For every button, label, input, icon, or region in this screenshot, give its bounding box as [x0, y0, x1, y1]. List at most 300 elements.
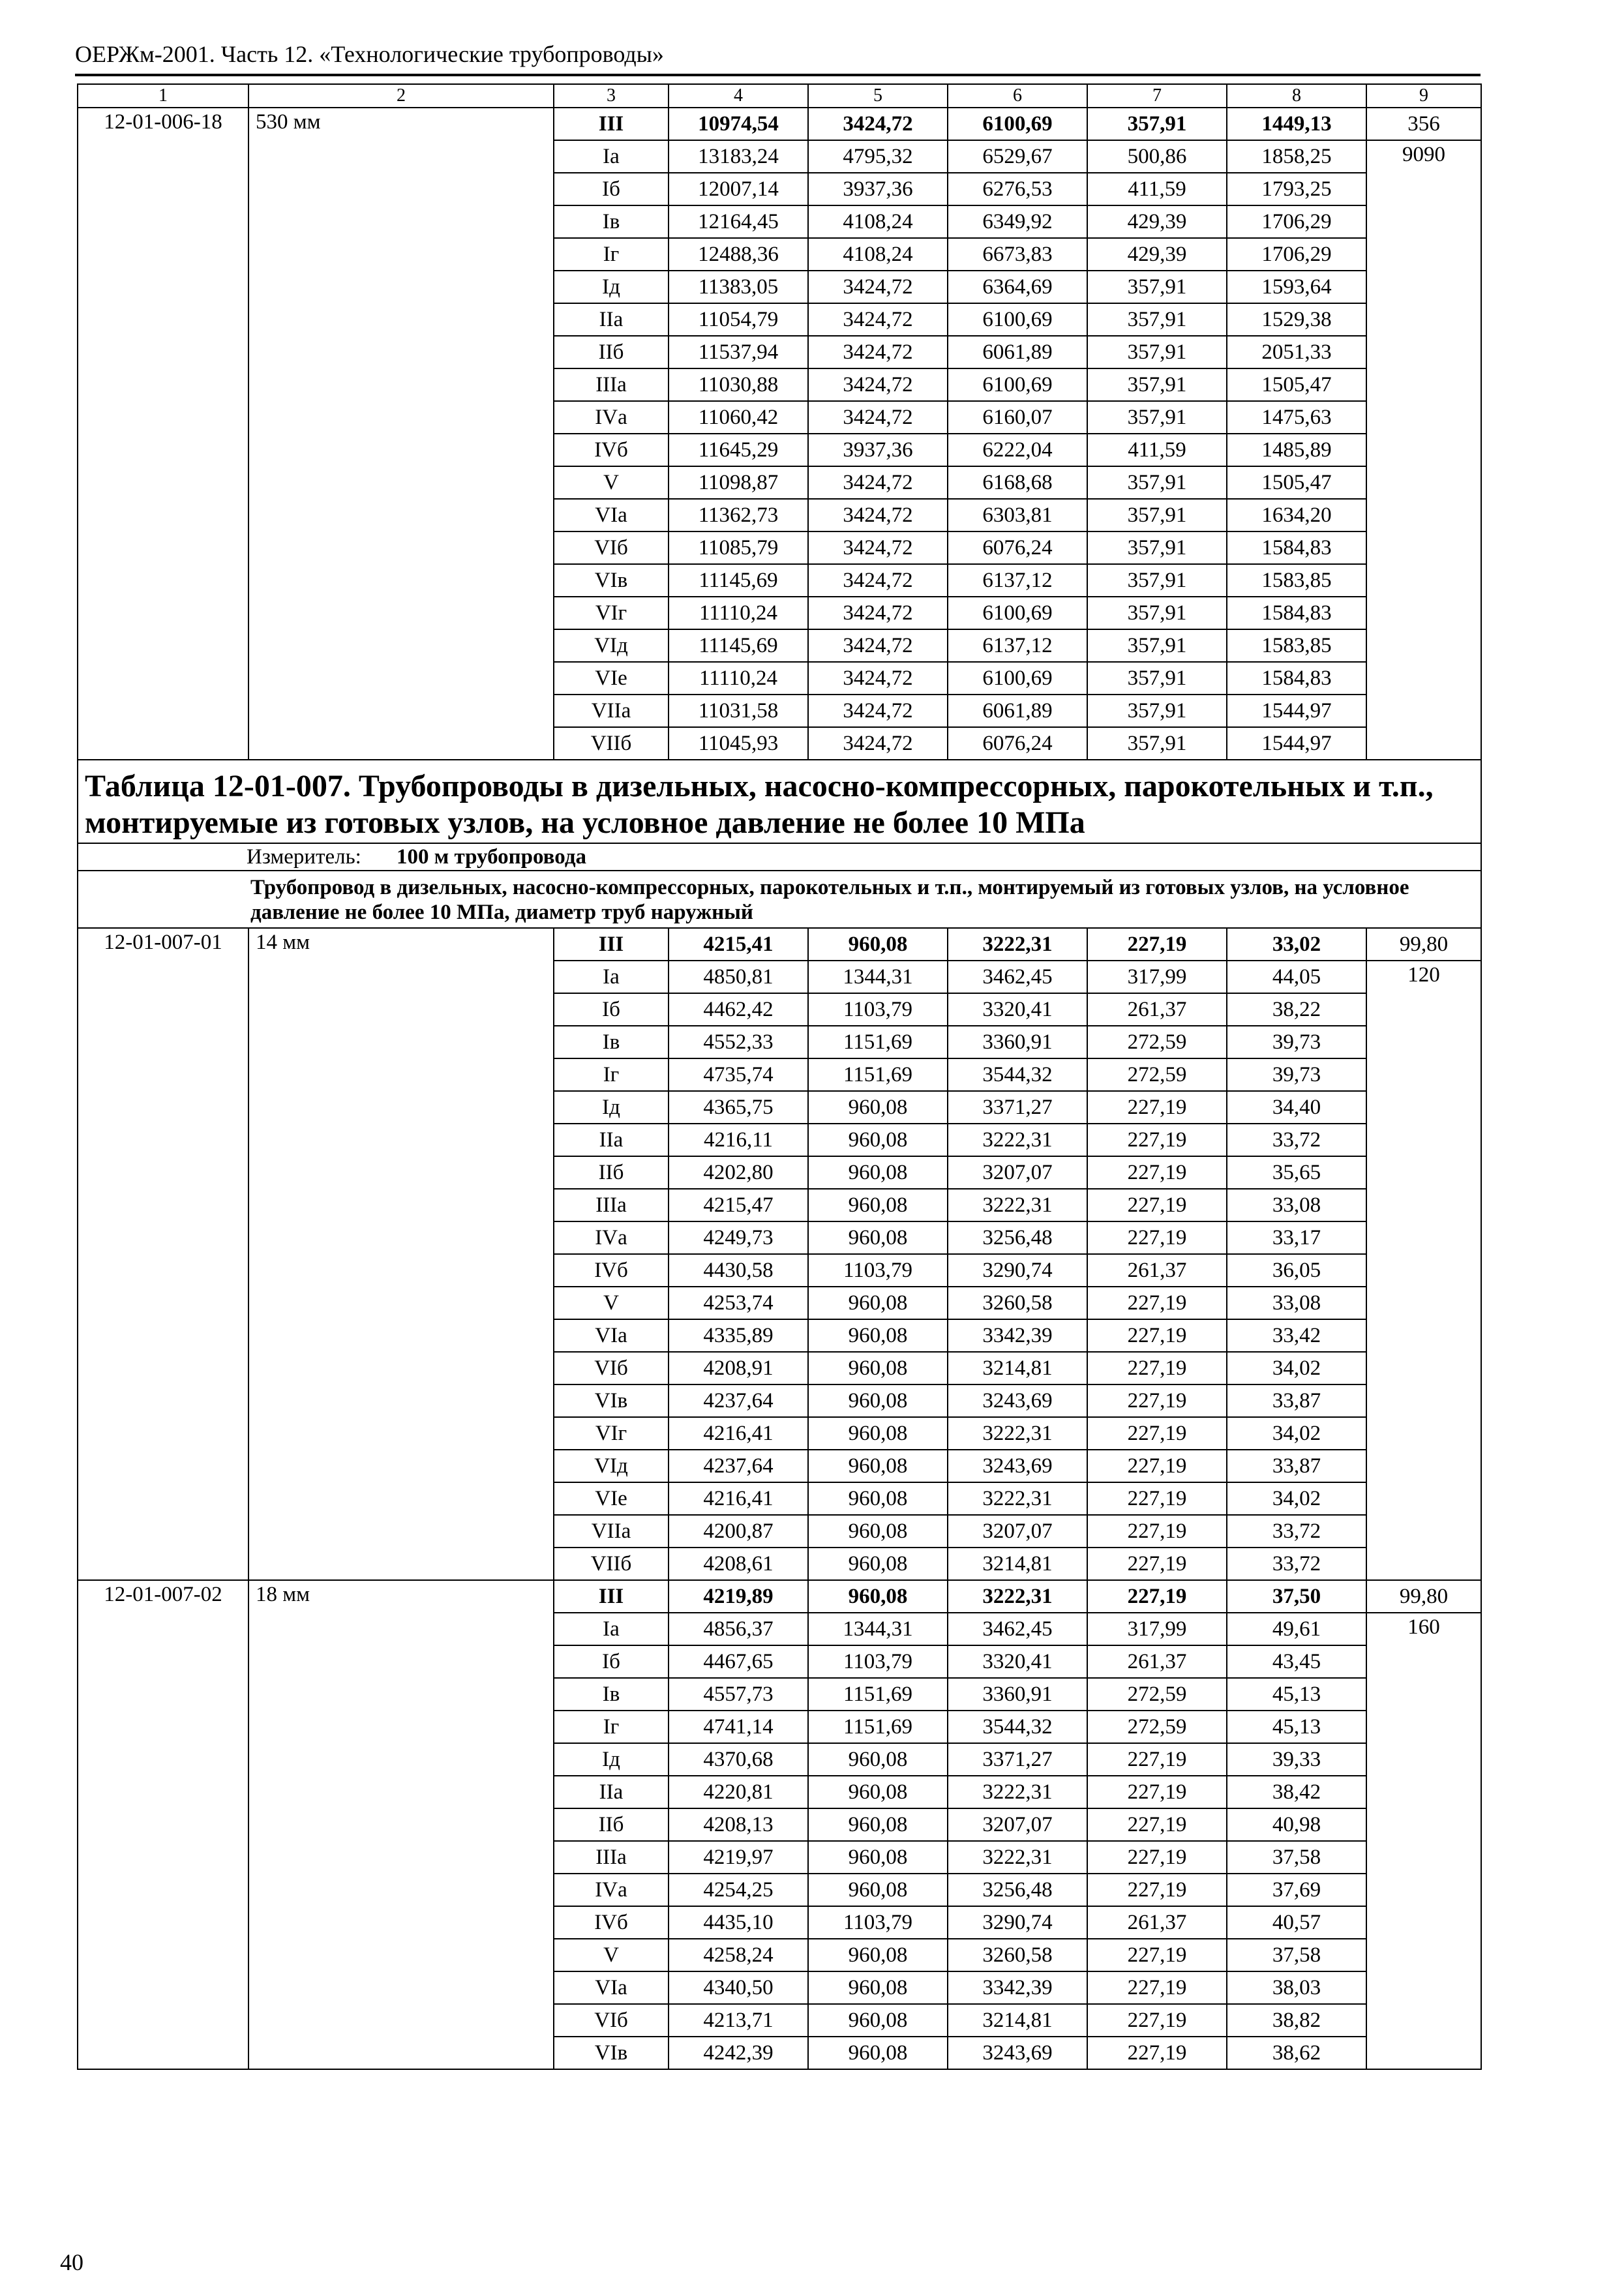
material-cost: 39,73	[1227, 1026, 1366, 1058]
machine-cost: 6076,24	[948, 727, 1087, 760]
operator-wage: 227,19	[1087, 1515, 1227, 1548]
page-number: 40	[60, 2249, 83, 2275]
machine-cost: 3256,48	[948, 1221, 1087, 1254]
zone-code: Iг	[554, 238, 669, 271]
material-cost: 38,42	[1227, 1776, 1366, 1808]
total-cost: 11110,24	[669, 662, 808, 695]
operator-wage: 227,19	[1087, 1939, 1227, 1971]
wage-cost: 960,08	[808, 1319, 948, 1352]
rate-code: 12-01-007-02	[78, 1580, 248, 2069]
pipe-diameter: 530 мм	[248, 108, 554, 760]
machine-cost: 6137,12	[948, 564, 1087, 597]
material-cost: 1583,85	[1227, 629, 1366, 662]
machine-cost: 3222,31	[948, 1776, 1087, 1808]
material-cost: 33,72	[1227, 1124, 1366, 1156]
wage-cost: 960,08	[808, 1874, 948, 1906]
total-cost: 4220,81	[669, 1776, 808, 1808]
operator-wage: 227,19	[1087, 1156, 1227, 1189]
machine-cost: 6276,53	[948, 173, 1087, 205]
zone-code: Iв	[554, 205, 669, 238]
operator-wage: 357,91	[1087, 466, 1227, 499]
total-cost: 11085,79	[669, 531, 808, 564]
operator-wage: 429,39	[1087, 238, 1227, 271]
machine-cost: 3342,39	[948, 1971, 1087, 2004]
total-cost: 4741,14	[669, 1711, 808, 1743]
zone-code: Iг	[554, 1711, 669, 1743]
machine-cost: 6076,24	[948, 531, 1087, 564]
operator-wage: 227,19	[1087, 1384, 1227, 1417]
wage-cost: 3424,72	[808, 531, 948, 564]
zone-code: IIа	[554, 1124, 669, 1156]
operator-wage: 227,19	[1087, 1189, 1227, 1221]
material-cost: 33,87	[1227, 1384, 1366, 1417]
material-cost: 37,58	[1227, 1841, 1366, 1874]
material-cost: 45,13	[1227, 1678, 1366, 1711]
material-cost: 44,05	[1227, 961, 1366, 993]
operator-wage: 261,37	[1087, 993, 1227, 1026]
total-cost: 4208,13	[669, 1808, 808, 1841]
wage-cost: 960,08	[808, 1548, 948, 1580]
operator-wage: 357,91	[1087, 271, 1227, 303]
zone-code: Iв	[554, 1026, 669, 1058]
material-cost: 40,98	[1227, 1808, 1366, 1841]
material-cost: 49,61	[1227, 1613, 1366, 1645]
total-cost: 4202,80	[669, 1156, 808, 1189]
operator-wage: 411,59	[1087, 434, 1227, 466]
zone-code: IVб	[554, 1906, 669, 1939]
column-number: 3	[554, 84, 669, 108]
wage-cost: 1103,79	[808, 1906, 948, 1939]
zone-code: VIе	[554, 662, 669, 695]
wage-cost: 960,08	[808, 1221, 948, 1254]
material-mass: 9090	[1366, 140, 1481, 760]
material-cost: 38,03	[1227, 1971, 1366, 2004]
total-cost: 11110,24	[669, 597, 808, 629]
wage-cost: 960,08	[808, 2037, 948, 2069]
material-cost: 33,72	[1227, 1515, 1366, 1548]
zone-code: IVа	[554, 1221, 669, 1254]
zone-code: VIв	[554, 1384, 669, 1417]
pipe-diameter: 14 мм	[248, 928, 554, 1580]
total-cost: 4249,73	[669, 1221, 808, 1254]
wage-cost: 3424,72	[808, 271, 948, 303]
operator-wage: 357,91	[1087, 597, 1227, 629]
measure-row	[78, 843, 1481, 871]
machine-cost: 3222,31	[948, 928, 1087, 961]
material-cost: 1634,20	[1227, 499, 1366, 531]
machine-cost: 3214,81	[948, 1352, 1087, 1384]
material-cost: 33,08	[1227, 1287, 1366, 1319]
machine-cost: 3214,81	[948, 1548, 1087, 1580]
wage-cost: 960,08	[808, 928, 948, 961]
material-cost: 1858,25	[1227, 140, 1366, 173]
zone-code: VIг	[554, 597, 669, 629]
operator-wage: 227,19	[1087, 1091, 1227, 1124]
column-number: 7	[1087, 84, 1227, 108]
wage-cost: 4108,24	[808, 238, 948, 271]
wage-cost: 3424,72	[808, 303, 948, 336]
total-cost: 4856,37	[669, 1613, 808, 1645]
operator-wage: 357,91	[1087, 336, 1227, 368]
machine-cost: 3360,91	[948, 1678, 1087, 1711]
operator-wage: 227,19	[1087, 1352, 1227, 1384]
total-cost: 4242,39	[669, 2037, 808, 2069]
machine-cost: 3320,41	[948, 993, 1087, 1026]
material-cost: 38,62	[1227, 2037, 1366, 2069]
zone-code: Iа	[554, 140, 669, 173]
total-cost: 4200,87	[669, 1515, 808, 1548]
material-cost: 2051,33	[1227, 336, 1366, 368]
column-number: 6	[948, 84, 1087, 108]
zone-code: III	[554, 1580, 669, 1613]
operator-wage: 357,91	[1087, 662, 1227, 695]
machine-cost: 6303,81	[948, 499, 1087, 531]
machine-cost: 3360,91	[948, 1026, 1087, 1058]
wage-cost: 960,08	[808, 1352, 948, 1384]
operator-wage: 227,19	[1087, 1743, 1227, 1776]
material-cost: 38,22	[1227, 993, 1366, 1026]
machine-cost: 6222,04	[948, 434, 1087, 466]
total-cost: 4365,75	[669, 1091, 808, 1124]
wage-cost: 960,08	[808, 1124, 948, 1156]
wage-cost: 1151,69	[808, 1711, 948, 1743]
operator-wage: 227,19	[1087, 1874, 1227, 1906]
wage-cost: 3424,72	[808, 727, 948, 760]
operator-wage: 227,19	[1087, 1482, 1227, 1515]
machine-cost: 3222,31	[948, 1482, 1087, 1515]
material-cost: 1584,83	[1227, 597, 1366, 629]
wage-cost: 4795,32	[808, 140, 948, 173]
operator-wage: 357,91	[1087, 695, 1227, 727]
zone-code: III	[554, 108, 669, 140]
machine-cost: 3207,07	[948, 1156, 1087, 1189]
total-cost: 4213,71	[669, 2004, 808, 2037]
labor-cost: 99,80	[1366, 1580, 1481, 1613]
total-cost: 11145,69	[669, 629, 808, 662]
material-cost: 39,33	[1227, 1743, 1366, 1776]
zone-code: VIв	[554, 2037, 669, 2069]
wage-cost: 3424,72	[808, 401, 948, 434]
zone-code: Iа	[554, 961, 669, 993]
wage-cost: 960,08	[808, 1156, 948, 1189]
total-cost: 4552,33	[669, 1026, 808, 1058]
wage-cost: 3424,72	[808, 368, 948, 401]
machine-cost: 6100,69	[948, 368, 1087, 401]
machine-cost: 3222,31	[948, 1124, 1087, 1156]
total-cost: 11383,05	[669, 271, 808, 303]
zone-code: VIб	[554, 531, 669, 564]
machine-cost: 3222,31	[948, 1841, 1087, 1874]
machine-cost: 3243,69	[948, 1384, 1087, 1417]
measure-value: 100 м трубопровода	[397, 845, 587, 869]
zone-code: Iв	[554, 1678, 669, 1711]
operator-wage: 227,19	[1087, 1776, 1227, 1808]
wage-cost: 3937,36	[808, 173, 948, 205]
material-cost: 1505,47	[1227, 466, 1366, 499]
material-cost: 39,73	[1227, 1058, 1366, 1091]
zone-code: VIд	[554, 629, 669, 662]
machine-cost: 6100,69	[948, 108, 1087, 140]
total-cost: 4253,74	[669, 1287, 808, 1319]
machine-cost: 3462,45	[948, 961, 1087, 993]
total-cost: 11060,42	[669, 401, 808, 434]
machine-cost: 6100,69	[948, 597, 1087, 629]
zone-code: Iа	[554, 1613, 669, 1645]
total-cost: 4850,81	[669, 961, 808, 993]
wage-cost: 1151,69	[808, 1678, 948, 1711]
operator-wage: 357,91	[1087, 303, 1227, 336]
material-cost: 1449,13	[1227, 108, 1366, 140]
total-cost: 11045,93	[669, 727, 808, 760]
zone-code: IIб	[554, 336, 669, 368]
material-cost: 37,50	[1227, 1580, 1366, 1613]
wage-cost: 960,08	[808, 1287, 948, 1319]
wage-cost: 1344,31	[808, 961, 948, 993]
total-cost: 4435,10	[669, 1906, 808, 1939]
material-cost: 34,02	[1227, 1482, 1366, 1515]
material-cost: 1544,97	[1227, 695, 1366, 727]
table-row	[78, 1580, 1481, 1613]
wage-cost: 960,08	[808, 1417, 948, 1450]
column-number: 5	[808, 84, 948, 108]
total-cost: 11030,88	[669, 368, 808, 401]
total-cost: 4254,25	[669, 1874, 808, 1906]
table-row	[78, 928, 1481, 961]
machine-cost: 3207,07	[948, 1515, 1087, 1548]
operator-wage: 227,19	[1087, 1808, 1227, 1841]
operator-wage: 357,91	[1087, 727, 1227, 760]
zone-code: VIг	[554, 1417, 669, 1450]
machine-cost: 6673,83	[948, 238, 1087, 271]
pipe-diameter: 18 мм	[248, 1580, 554, 2069]
wage-cost: 960,08	[808, 1580, 948, 1613]
material-mass: 120	[1366, 961, 1481, 1580]
zone-code: VIIа	[554, 1515, 669, 1548]
operator-wage: 261,37	[1087, 1906, 1227, 1939]
total-cost: 12164,45	[669, 205, 808, 238]
operator-wage: 227,19	[1087, 1580, 1227, 1613]
material-cost: 37,58	[1227, 1939, 1366, 1971]
operator-wage: 272,59	[1087, 1678, 1227, 1711]
operator-wage: 317,99	[1087, 961, 1227, 993]
total-cost: 12007,14	[669, 173, 808, 205]
operator-wage: 227,19	[1087, 1548, 1227, 1580]
wage-cost: 1344,31	[808, 1613, 948, 1645]
operator-wage: 357,91	[1087, 368, 1227, 401]
table-row	[78, 108, 1481, 140]
wage-cost: 3424,72	[808, 564, 948, 597]
rate-code: 12-01-006-18	[78, 108, 248, 760]
operator-wage: 357,91	[1087, 401, 1227, 434]
zone-code: IIб	[554, 1808, 669, 1841]
total-cost: 4215,47	[669, 1189, 808, 1221]
material-cost: 34,40	[1227, 1091, 1366, 1124]
table-title: Таблица 12-01-007. Трубопроводы в дизельных, насосно-компрессорных, парокотельных и т.п., монтируемые из готовых узлов, на условное давление не более 10 МПа	[78, 760, 1481, 843]
table-title-row	[78, 760, 1481, 843]
machine-cost: 3342,39	[948, 1319, 1087, 1352]
zone-code: V	[554, 1939, 669, 1971]
total-cost: 4370,68	[669, 1743, 808, 1776]
total-cost: 4467,65	[669, 1645, 808, 1678]
operator-wage: 357,91	[1087, 564, 1227, 597]
material-cost: 1706,29	[1227, 238, 1366, 271]
operator-wage: 227,19	[1087, 1417, 1227, 1450]
zone-code: Iд	[554, 1743, 669, 1776]
material-cost: 38,82	[1227, 2004, 1366, 2037]
total-cost: 4735,74	[669, 1058, 808, 1091]
zone-code: Iд	[554, 271, 669, 303]
material-cost: 1485,89	[1227, 434, 1366, 466]
total-cost: 4462,42	[669, 993, 808, 1026]
total-cost: 4340,50	[669, 1971, 808, 2004]
wage-cost: 1151,69	[808, 1026, 948, 1058]
total-cost: 11145,69	[669, 564, 808, 597]
material-cost: 1583,85	[1227, 564, 1366, 597]
zone-code: VIб	[554, 1352, 669, 1384]
zone-code: IVа	[554, 401, 669, 434]
total-cost: 4258,24	[669, 1939, 808, 1971]
wage-cost: 3424,72	[808, 662, 948, 695]
wage-cost: 960,08	[808, 1482, 948, 1515]
material-cost: 1584,83	[1227, 662, 1366, 695]
total-cost: 11098,87	[669, 466, 808, 499]
zone-code: V	[554, 1287, 669, 1319]
total-cost: 4219,97	[669, 1841, 808, 1874]
machine-cost: 3290,74	[948, 1906, 1087, 1939]
zone-code: IIIа	[554, 1841, 669, 1874]
total-cost: 4430,58	[669, 1254, 808, 1287]
material-cost: 1505,47	[1227, 368, 1366, 401]
wage-cost: 1103,79	[808, 1645, 948, 1678]
zone-code: VIа	[554, 1971, 669, 2004]
wage-cost: 960,08	[808, 1743, 948, 1776]
measure	[78, 843, 1481, 871]
operator-wage: 500,86	[1087, 140, 1227, 173]
total-cost: 10974,54	[669, 108, 808, 140]
zone-code: VIе	[554, 1482, 669, 1515]
operator-wage: 261,37	[1087, 1254, 1227, 1287]
machine-cost: 6100,69	[948, 303, 1087, 336]
material-mass: 160	[1366, 1613, 1481, 2069]
zone-code: Iг	[554, 1058, 669, 1091]
column-number: 8	[1227, 84, 1366, 108]
machine-cost: 3256,48	[948, 1874, 1087, 1906]
total-cost: 11645,29	[669, 434, 808, 466]
machine-cost: 3462,45	[948, 1613, 1087, 1645]
material-cost: 1544,97	[1227, 727, 1366, 760]
material-cost: 43,45	[1227, 1645, 1366, 1678]
wage-cost: 960,08	[808, 1189, 948, 1221]
total-cost: 4335,89	[669, 1319, 808, 1352]
operator-wage: 261,37	[1087, 1645, 1227, 1678]
operator-wage: 227,19	[1087, 1971, 1227, 2004]
operator-wage: 227,19	[1087, 1319, 1227, 1352]
running-header: ОЕРЖм-2001. Часть 12. «Технологические трубопроводы»	[75, 41, 664, 67]
machine-cost: 6529,67	[948, 140, 1087, 173]
material-cost: 1475,63	[1227, 401, 1366, 434]
operator-wage: 227,19	[1087, 1841, 1227, 1874]
operator-wage: 227,19	[1087, 1124, 1227, 1156]
operator-wage: 272,59	[1087, 1058, 1227, 1091]
machine-cost: 6137,12	[948, 629, 1087, 662]
operator-wage: 227,19	[1087, 1450, 1227, 1482]
machine-cost: 6061,89	[948, 336, 1087, 368]
total-cost: 4215,41	[669, 928, 808, 961]
rate-code: 12-01-007-01	[78, 928, 248, 1580]
zone-code: VIа	[554, 499, 669, 531]
wage-cost: 960,08	[808, 1841, 948, 1874]
wage-cost: 3424,72	[808, 499, 948, 531]
wage-cost: 3937,36	[808, 434, 948, 466]
wage-cost: 3424,72	[808, 629, 948, 662]
wage-cost: 960,08	[808, 1091, 948, 1124]
wage-cost: 960,08	[808, 1515, 948, 1548]
column-number: 9	[1366, 84, 1481, 108]
column-number: 4	[669, 84, 808, 108]
zone-code: IVб	[554, 434, 669, 466]
column-number: 1	[78, 84, 248, 108]
total-cost: 13183,24	[669, 140, 808, 173]
total-cost: 4557,73	[669, 1678, 808, 1711]
total-cost: 4216,41	[669, 1482, 808, 1515]
machine-cost: 3222,31	[948, 1189, 1087, 1221]
wage-cost: 960,08	[808, 1384, 948, 1417]
zone-code: VIд	[554, 1450, 669, 1482]
table-body	[78, 84, 1481, 2069]
zone-code: VIIб	[554, 727, 669, 760]
total-cost: 4237,64	[669, 1450, 808, 1482]
column-number-row	[78, 84, 1481, 108]
material-cost: 35,65	[1227, 1156, 1366, 1189]
operator-wage: 227,19	[1087, 2004, 1227, 2037]
zone-code: III	[554, 928, 669, 961]
zone-code: Iд	[554, 1091, 669, 1124]
machine-cost: 3207,07	[948, 1808, 1087, 1841]
wage-cost: 960,08	[808, 1971, 948, 2004]
wage-cost: 3424,72	[808, 695, 948, 727]
description-row	[78, 871, 1481, 928]
machine-cost: 6168,68	[948, 466, 1087, 499]
zone-code: IVб	[554, 1254, 669, 1287]
operator-wage: 411,59	[1087, 173, 1227, 205]
operator-wage: 357,91	[1087, 108, 1227, 140]
machine-cost: 3222,31	[948, 1580, 1087, 1613]
operator-wage: 227,19	[1087, 1287, 1227, 1319]
material-cost: 33,87	[1227, 1450, 1366, 1482]
operator-wage: 272,59	[1087, 1026, 1227, 1058]
total-cost: 11362,73	[669, 499, 808, 531]
operator-wage: 272,59	[1087, 1711, 1227, 1743]
machine-cost: 3320,41	[948, 1645, 1087, 1678]
machine-cost: 3260,58	[948, 1939, 1087, 1971]
zone-code: VIв	[554, 564, 669, 597]
total-cost: 11537,94	[669, 336, 808, 368]
wage-cost: 3424,72	[808, 336, 948, 368]
material-cost: 36,05	[1227, 1254, 1366, 1287]
total-cost: 4219,89	[669, 1580, 808, 1613]
zone-code: VIб	[554, 2004, 669, 2037]
machine-cost: 6349,92	[948, 205, 1087, 238]
total-cost: 4216,11	[669, 1124, 808, 1156]
machine-cost: 3371,27	[948, 1743, 1087, 1776]
machine-cost: 3290,74	[948, 1254, 1087, 1287]
material-cost: 1529,38	[1227, 303, 1366, 336]
price-table	[77, 83, 1482, 2070]
total-cost: 12488,36	[669, 238, 808, 271]
material-cost: 33,72	[1227, 1548, 1366, 1580]
wage-cost: 3424,72	[808, 108, 948, 140]
zone-code: Iб	[554, 173, 669, 205]
